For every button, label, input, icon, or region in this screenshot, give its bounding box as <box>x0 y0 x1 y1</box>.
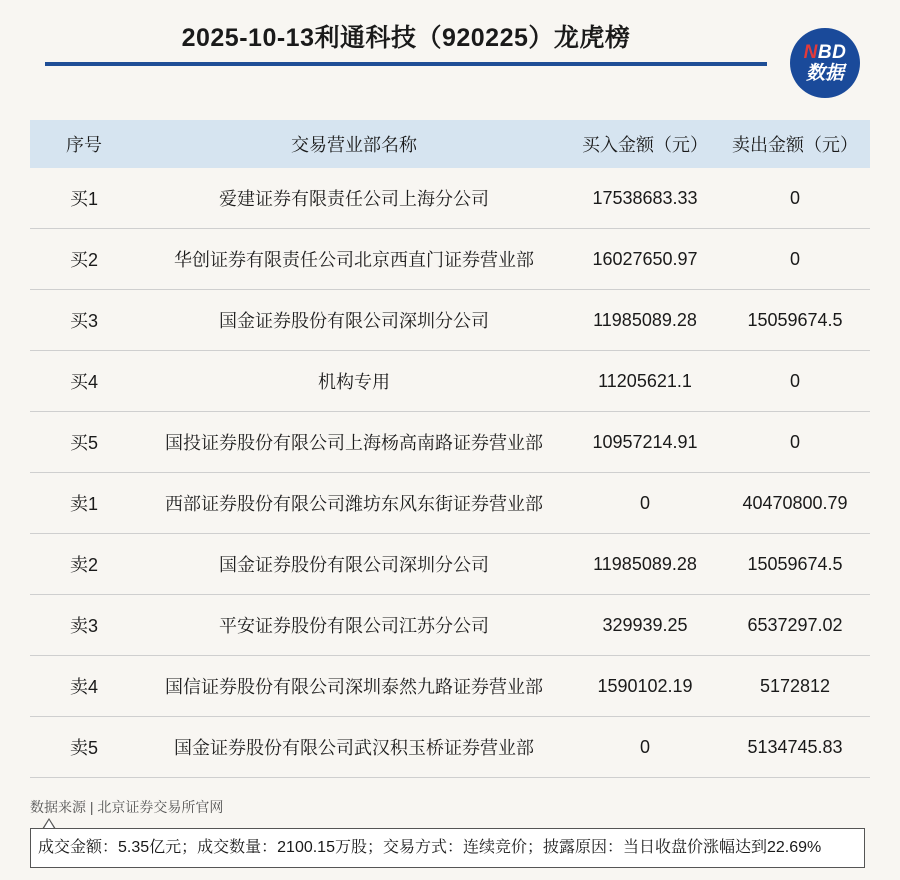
logo-letter-n: N <box>803 42 818 63</box>
table-header-row <box>30 120 870 168</box>
trade-summary-note: 成交金额：5.35亿元；成交数量：2100.15万股；交易方式：连续竞价；披露原因：当日收盘价涨幅达到22.69% <box>30 828 865 868</box>
column-header-name: 交易营业部名称 <box>138 120 570 168</box>
cell-branch-name: 机构专用 <box>138 351 570 412</box>
column-header-seq: 序号 <box>30 120 138 168</box>
cell-buy-amount: 329939.25 <box>570 595 720 656</box>
cell-seq: 卖3 <box>30 595 138 656</box>
cell-branch-name: 西部证券股份有限公司潍坊东风东街证券营业部 <box>138 473 570 534</box>
cell-buy-amount: 0 <box>570 473 720 534</box>
table-row <box>30 168 870 229</box>
cell-buy-amount: 0 <box>570 717 720 778</box>
cell-seq: 卖2 <box>30 534 138 595</box>
cell-seq: 买3 <box>30 290 138 351</box>
cell-buy-amount: 11985089.28 <box>570 290 720 351</box>
cell-buy-amount: 1590102.19 <box>570 656 720 717</box>
table-row <box>30 229 870 290</box>
cell-seq: 卖1 <box>30 473 138 534</box>
cell-seq: 买1 <box>30 168 138 229</box>
cell-seq: 买2 <box>30 229 138 290</box>
cell-sell-amount: 0 <box>720 351 870 412</box>
cell-branch-name: 平安证券股份有限公司江苏分公司 <box>138 595 570 656</box>
table-row <box>30 290 870 351</box>
dragon-tiger-table <box>30 120 870 778</box>
table-row <box>30 473 870 534</box>
cell-sell-amount: 6537297.02 <box>720 595 870 656</box>
table-row <box>30 595 870 656</box>
cell-sell-amount: 0 <box>720 412 870 473</box>
logo-bottom-text: 数据 <box>805 63 844 84</box>
cell-branch-name: 华创证券有限责任公司北京西直门证券营业部 <box>138 229 570 290</box>
cell-sell-amount: 0 <box>720 168 870 229</box>
title-underline <box>45 62 767 66</box>
cell-sell-amount: 0 <box>720 229 870 290</box>
data-source: 数据来源 | 北京证券交易所官网 <box>30 799 224 815</box>
table-row <box>30 717 870 778</box>
cell-branch-name: 国投证券股份有限公司上海杨高南路证券营业部 <box>138 412 570 473</box>
logo-top-text <box>804 43 847 62</box>
table-row <box>30 534 870 595</box>
cell-sell-amount: 5134745.83 <box>720 717 870 778</box>
table-row <box>30 412 870 473</box>
column-header-sell: 卖出金额（元） <box>720 120 870 168</box>
cell-branch-name: 国金证券股份有限公司深圳分公司 <box>138 534 570 595</box>
cell-sell-amount: 40470800.79 <box>720 473 870 534</box>
cell-seq: 买4 <box>30 351 138 412</box>
cell-buy-amount: 11985089.28 <box>570 534 720 595</box>
cell-branch-name: 国金证券股份有限公司武汉积玉桥证券营业部 <box>138 717 570 778</box>
logo-letters-bd: BD <box>817 42 847 63</box>
cell-seq: 买5 <box>30 412 138 473</box>
cell-branch-name: 爱建证券有限责任公司上海分公司 <box>138 168 570 229</box>
cell-branch-name: 国信证券股份有限公司深圳泰然九路证券营业部 <box>138 656 570 717</box>
table-row <box>30 351 870 412</box>
cell-branch-name: 国金证券股份有限公司深圳分公司 <box>138 290 570 351</box>
cell-seq: 卖4 <box>30 656 138 717</box>
cell-buy-amount: 10957214.91 <box>570 412 720 473</box>
cell-buy-amount: 11205621.1 <box>570 351 720 412</box>
cell-sell-amount: 15059674.5 <box>720 534 870 595</box>
table-row <box>30 656 870 717</box>
cell-sell-amount: 5172812 <box>720 656 870 717</box>
cell-buy-amount: 16027650.97 <box>570 229 720 290</box>
nbd-logo <box>790 28 860 98</box>
report-header <box>0 0 900 110</box>
cell-seq: 卖5 <box>30 717 138 778</box>
cell-buy-amount: 17538683.33 <box>570 168 720 229</box>
page-title: 2025-10-13利通科技（920225）龙虎榜 <box>181 24 631 52</box>
cell-sell-amount: 15059674.5 <box>720 290 870 351</box>
column-header-buy: 买入金额（元） <box>570 120 720 168</box>
